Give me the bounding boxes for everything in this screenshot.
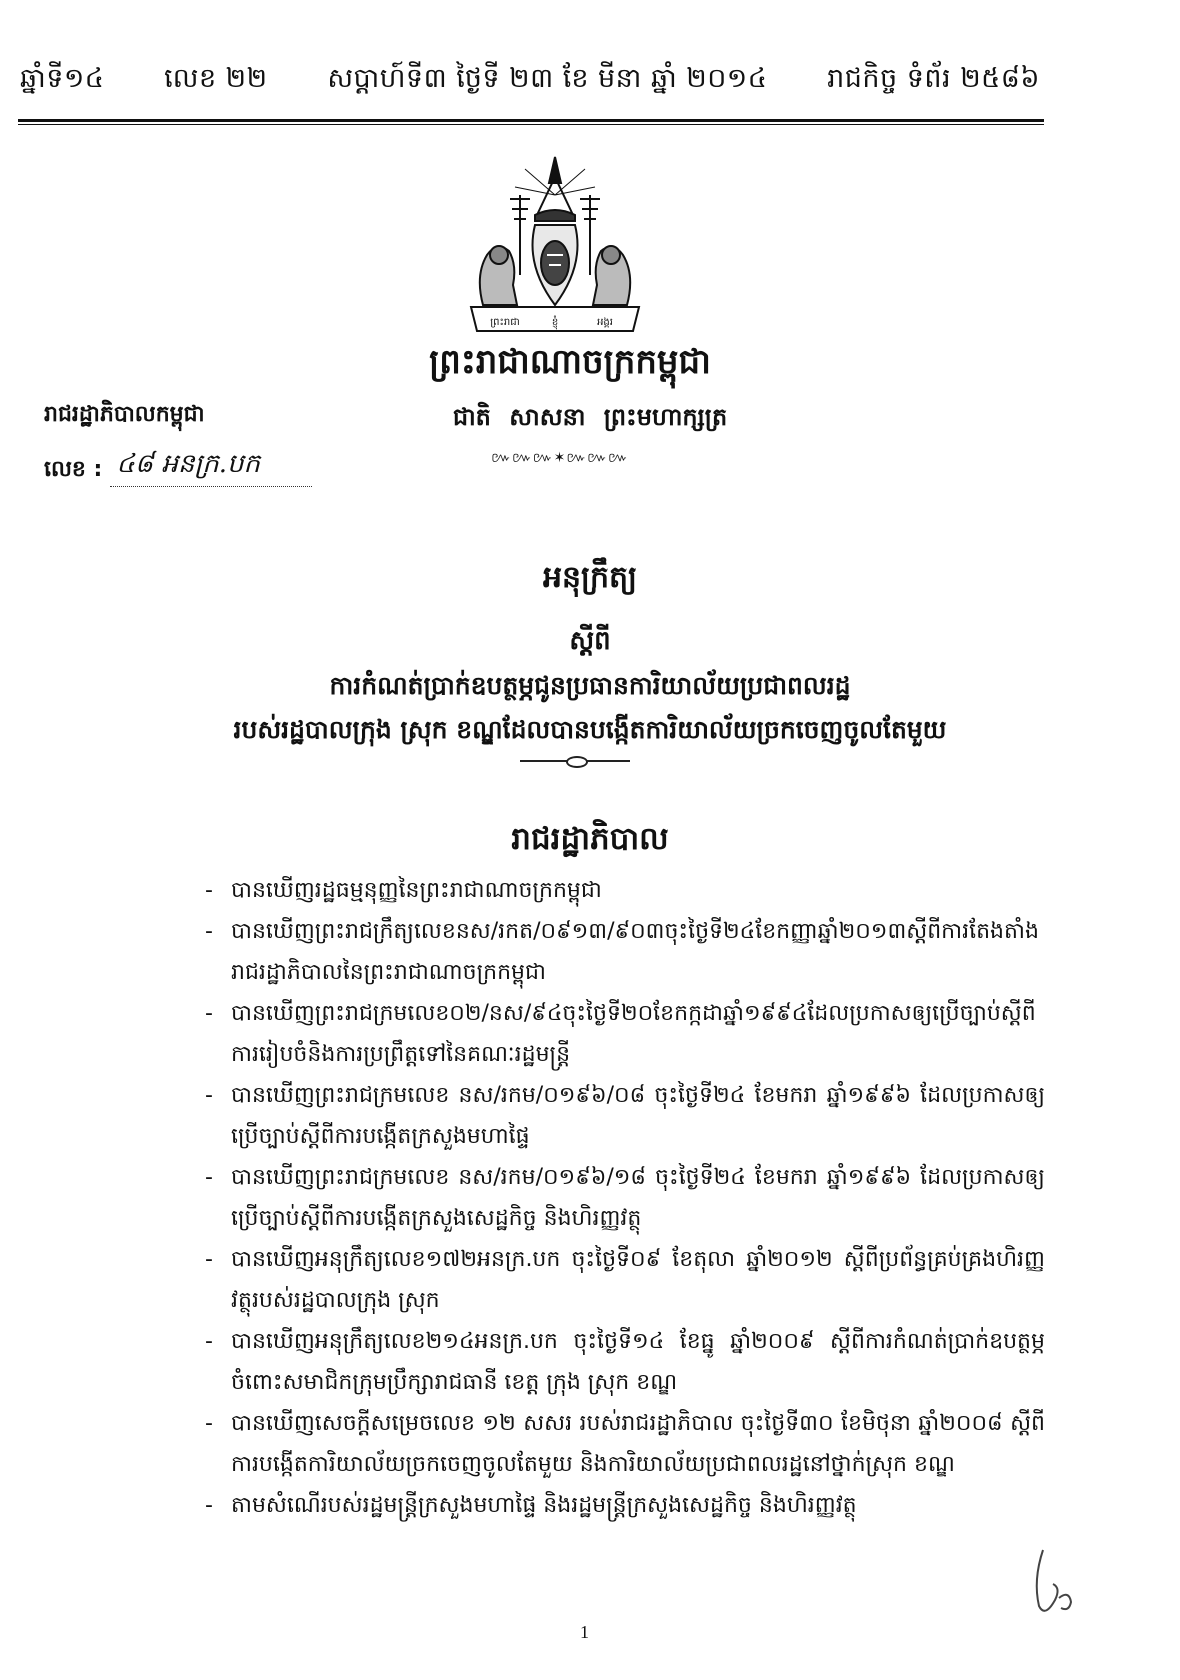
subject-line-1: ការកំណត់ប្រាក់ឧបត្ថម្ភជូនប្រធានការិយាល័យប្រជាពលរដ្ឋ xyxy=(329,671,851,700)
page-number: 1 xyxy=(580,1622,589,1642)
emblem-caption-center: ខ្ញុំ xyxy=(551,317,559,328)
emblem-caption-right: អង្គរ xyxy=(597,317,613,328)
reference-label: លេខ : xyxy=(44,457,103,482)
list-item: - បានឃើញអនុក្រឹត្យលេខ២១៤អនក្រ.បក ចុះថ្ងៃទី១៤ ខែធ្នូ ឆ្នាំ២០០៩ ស្តីពីការកំណត់ប្រាក់ឧបត្ថម្ភចំពោះសមាជិកក្រុមប្រឹក្សារាជធានី ខេត្ត ក្រុង ស្រុក ខណ្ឌ xyxy=(205,1329,1045,1395)
emblem-caption-left: ព្រះរាជា xyxy=(490,317,520,328)
list-item: - បានឃើញព្រះរាជក្រឹត្យលេខនស/រកត/០៩១៣/៩០៣ចុះថ្ងៃទី២៤ខែកញ្ញាឆ្នាំ២០១៣ស្តីពីការតែងតាំងរាជរដ្ឋាភិបាលនៃព្រះរាជាណាចក្រកម្ពុជា xyxy=(205,919,1039,985)
government-heading: រាជរដ្ឋាភិបាល xyxy=(511,821,669,857)
list-item: - បានឃើញអនុក្រឹត្យលេខ១៧២អនក្រ.បក ចុះថ្ងៃទី០៩ ខែតុលា ឆ្នាំ២០១២ ស្តីពីប្រព័ន្ធគ្រប់គ្រងហិរញ្ញវត្ថុរបស់រដ្ឋបាលក្រុង ស្រុក xyxy=(205,1247,1045,1313)
national-motto: ជាតិ សាសនា ព្រះមហាក្សត្រ xyxy=(452,403,728,431)
list-item: - បានឃើញព្រះរាជក្រមលេខ នស/រកម/០១៩៦/០៨ ចុះថ្ងៃទី២៤ ខែមករា ឆ្នាំ១៩៩៦ ដែលប្រកាសឲ្យប្រើច្បាប់ស្តីពីការបង្កើតក្រសួងមហាផ្ទៃ xyxy=(205,1083,1045,1149)
list-item: - បានឃើញសេចក្តីសម្រេចលេខ ១២ សសរ របស់រាជរដ្ឋាភិបាល ចុះថ្ងៃទី៣០ ខែមិថុនា ឆ្នាំ២០០៨ ស្តីពីការបង្កើតការិយាល័យច្រកចេញចូលតែមួយ និងការិយាល័យប្រជាពលរដ្ឋនៅថ្នាក់ស្រុក ខណ្ឌ xyxy=(205,1411,1045,1477)
header-rule-thin xyxy=(18,124,1044,125)
list-item: - បានឃើញរដ្ឋធម្មនុញ្ញនៃព្រះរាជាណាចក្រកម្ពុជា xyxy=(205,878,602,903)
gazette-year: ឆ្នាំទី១៤ xyxy=(20,63,105,94)
list-item: - បានឃើញព្រះរាជក្រមលេខ នស/រកម/០១៩៦/១៨ ចុះថ្ងៃទី២៤ ខែមករា ឆ្នាំ១៩៩៦ ដែលប្រកាសឲ្យប្រើច្បាប់ស្តីពីការបង្កើតក្រសួងសេដ្ឋកិច្ច និងហិរញ្ញវត្ថុ xyxy=(205,1165,1045,1231)
list-item: - តាមសំណើរបស់រដ្ឋមន្ត្រីក្រសួងមហាផ្ទៃ និងរដ្ឋមន្ត្រីក្រសួងសេដ្ឋកិច្ច និងហិរញ្ញវត្ថុ xyxy=(205,1493,857,1518)
gazette-header xyxy=(20,62,1040,101)
document-subject xyxy=(120,664,1060,752)
reference-value: ៤៨ អនក្រ.បក xyxy=(110,447,312,487)
gazette-week-date: សប្តាហ៍ទី៣ ថ្ងៃទី ២៣ ខែ មីនា ឆ្នាំ ២០១៤ xyxy=(327,63,768,94)
document-type: អនុក្រឹត្យ xyxy=(542,560,638,595)
considerations-list xyxy=(205,870,1045,1526)
ornament-divider: ៚៚៚✶៚៚៚ xyxy=(491,450,629,466)
header-rule xyxy=(18,119,1044,122)
gazette-page: រាជកិច្ច ទំព័រ ២៥៨៦ xyxy=(827,63,1040,94)
kingdom-title: ព្រះរាជាណាចក្រកម្ពុជា xyxy=(429,342,711,382)
handwritten-initials-icon xyxy=(1025,1540,1085,1620)
list-item: - បានឃើញព្រះរាជក្រមលេខ០២/នស/៩៤ចុះថ្ងៃទី២០ខែកក្កដាឆ្នាំ១៩៩៤ដែលប្រកាសឲ្យប្រើច្បាប់ស្តីពីការរៀបចំនិងការប្រព្រឹត្តទៅនៃគណៈរដ្ឋមន្ត្រី xyxy=(205,1001,1036,1067)
reference-number xyxy=(44,447,312,487)
separator-ornament xyxy=(566,756,588,768)
concerning-label: ស្តីពី xyxy=(569,626,611,656)
royal-coat-of-arms-icon xyxy=(465,155,645,340)
gazette-issue: លេខ ២២ xyxy=(164,63,268,94)
subject-line-2: របស់រដ្ឋបាលក្រុង ស្រុក ខណ្ឌដែលបានបង្កើតការិយាល័យច្រកចេញចូលតែមួយ xyxy=(233,715,947,744)
issuer-name: រាជរដ្ឋាភិបាលកម្ពុជា xyxy=(44,402,205,427)
